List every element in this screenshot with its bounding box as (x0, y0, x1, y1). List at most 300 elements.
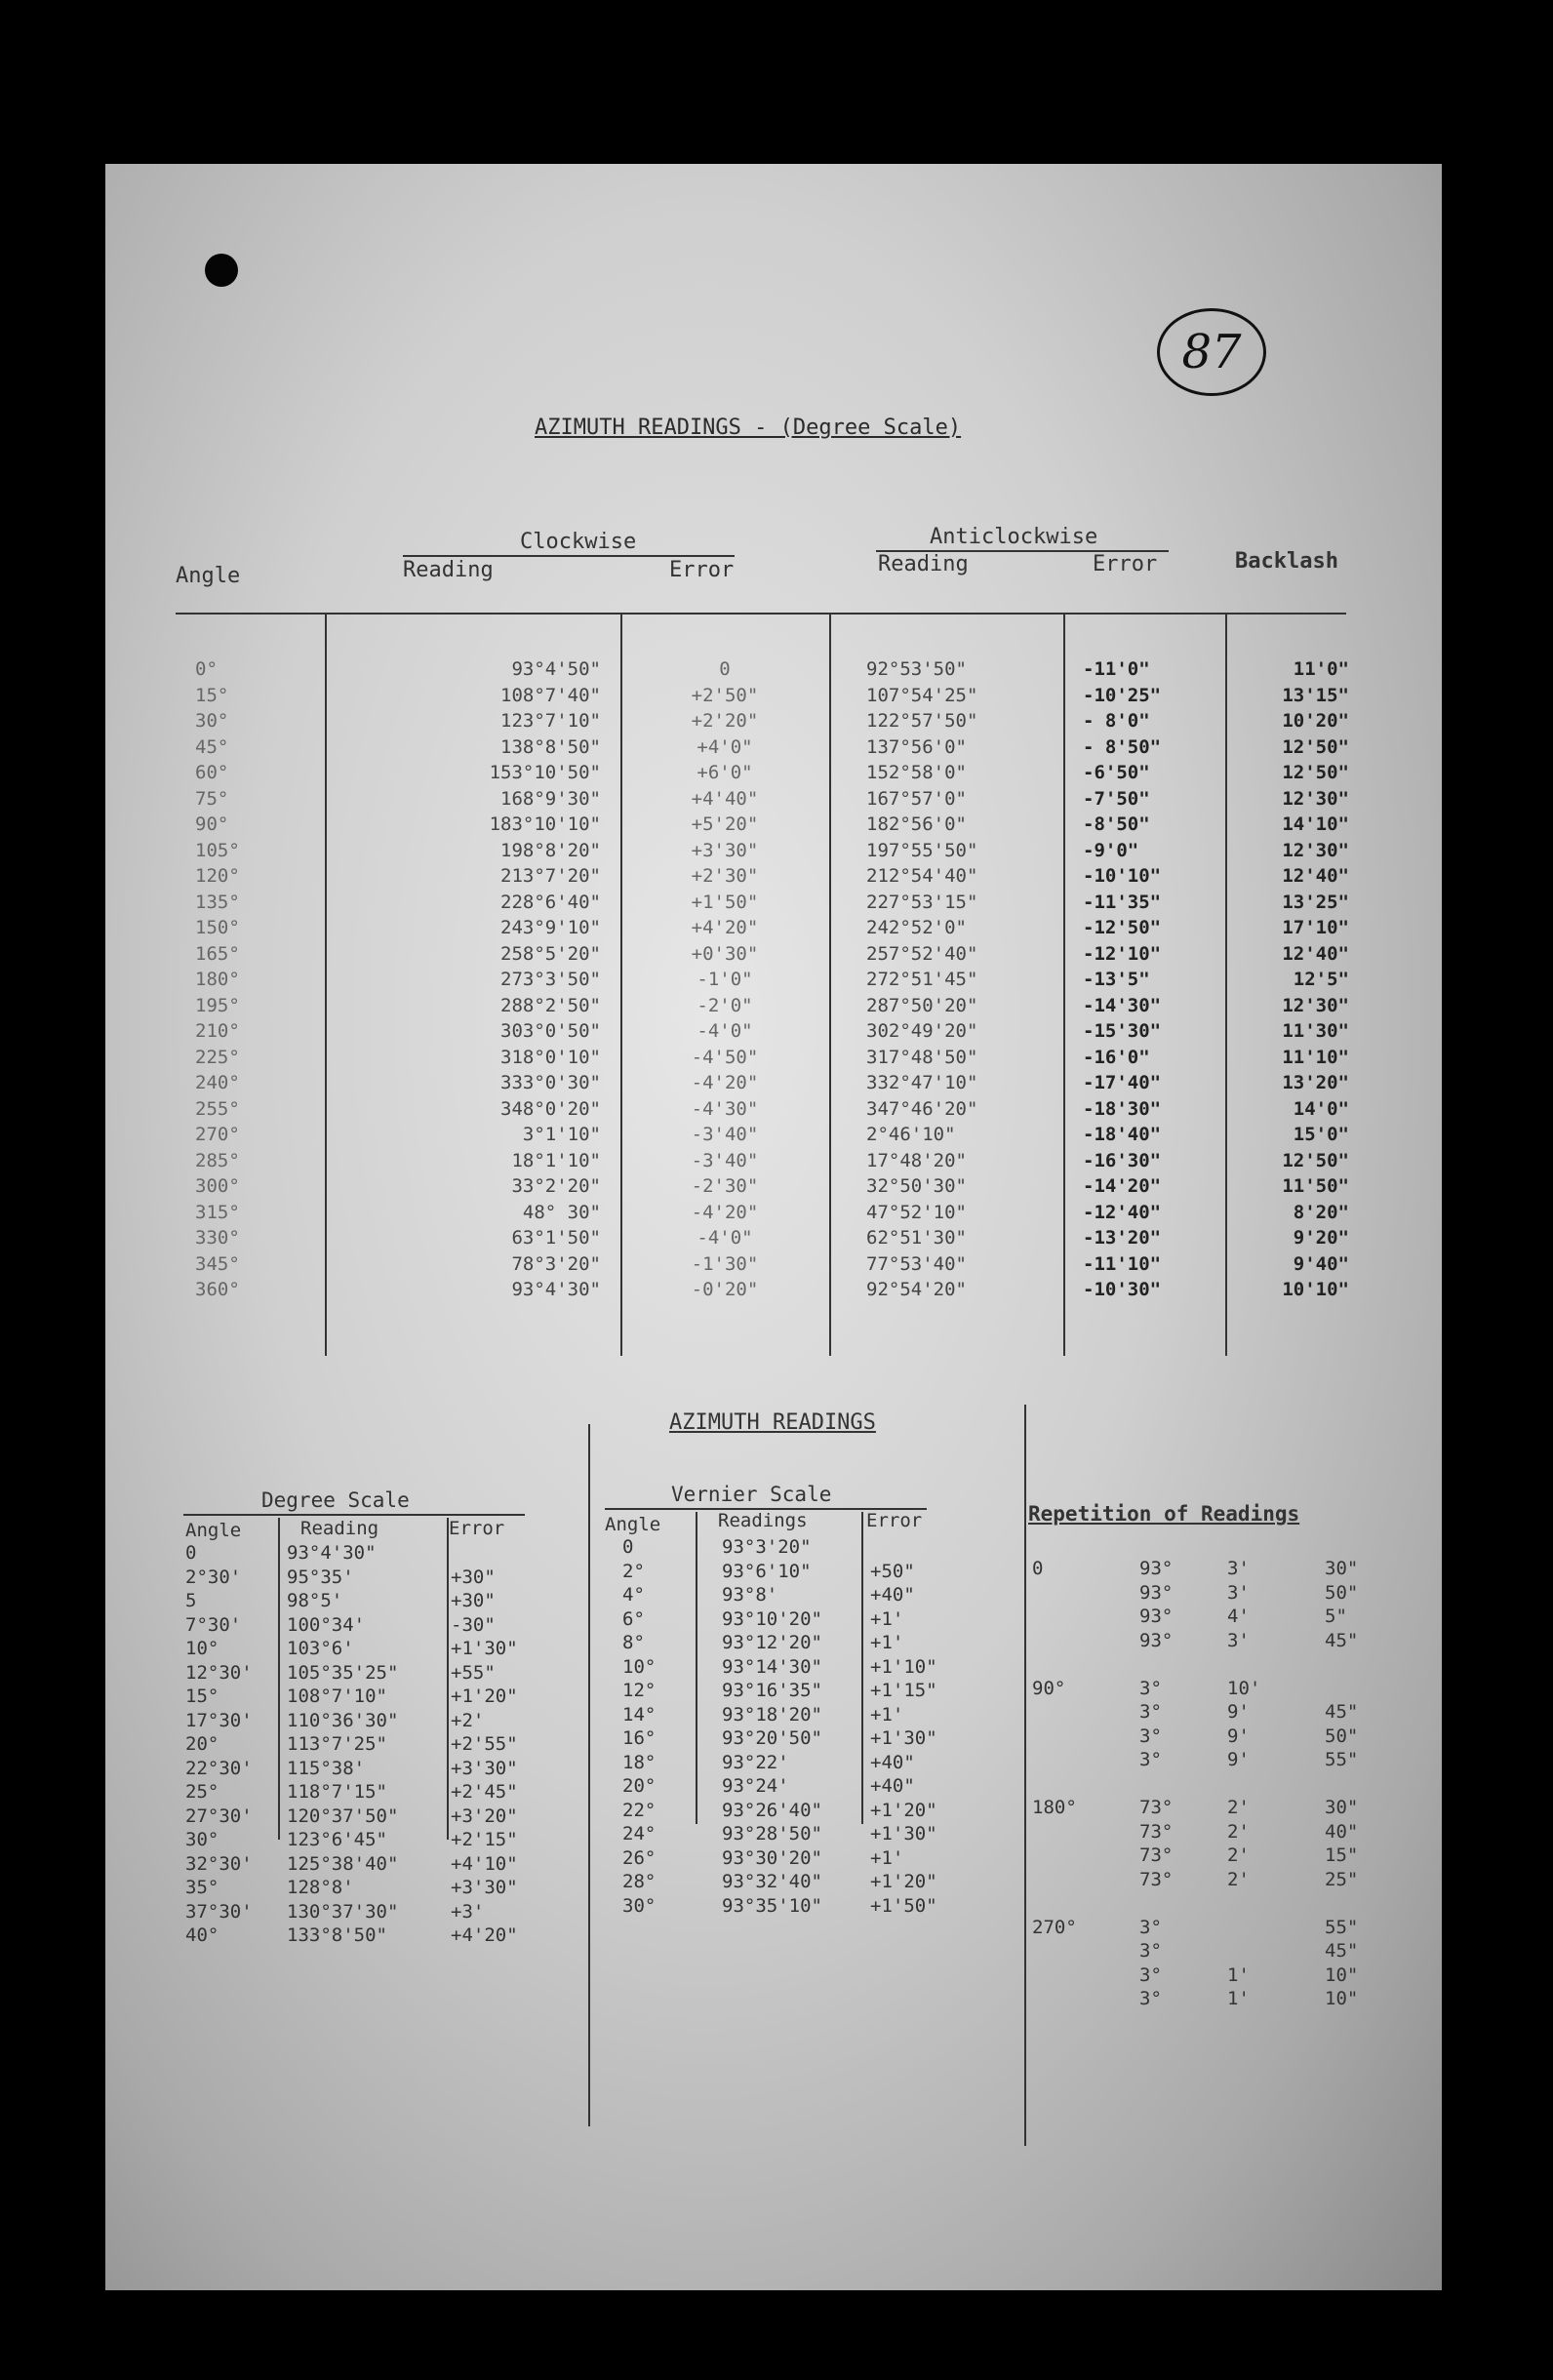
repetition-cell: 3° (1139, 1749, 1162, 1770)
repetition-spacer (1032, 1652, 1393, 1677)
ds-error-cell: +3' (451, 1900, 485, 1923)
angle-cell: 45° (195, 735, 229, 758)
angle-cell: 225° (195, 1046, 240, 1068)
repetition-cell: 73° (1139, 1820, 1174, 1843)
acw-reading-cell: 32°50'30" (866, 1175, 967, 1197)
col-divider-1 (325, 615, 327, 1356)
cw-error-cell: +1'50" (691, 891, 759, 913)
acw-reading-cell: 257°52'40" (866, 942, 978, 965)
angle-cell: 30° (195, 710, 229, 732)
angle-cell: 180° (195, 969, 240, 990)
ds-angle-cell: 25° (185, 1781, 219, 1803)
acw-reading-cell: 92°54'20" (866, 1279, 967, 1300)
repetition-angle: 0 (1032, 1558, 1044, 1579)
repetition-row (1032, 1677, 1393, 1701)
cw-error-cell: -0'20" (691, 1279, 759, 1300)
angle-cell: 75° (195, 787, 229, 810)
backlash-cell: 12'30" (1282, 787, 1349, 810)
repetition-row (1032, 1964, 1393, 1988)
degree-scale-title: Degree Scale (261, 1488, 410, 1512)
acw-error-cell: -6'50" (1083, 762, 1150, 783)
vs-error-cell: +40" (870, 1751, 915, 1773)
ds-reading-cell: 98°5' (287, 1590, 343, 1611)
ds-error-cell: +2'15" (451, 1829, 518, 1850)
repetition-cell: 50" (1325, 1725, 1359, 1747)
acw-error-cell: -10'30" (1083, 1279, 1162, 1300)
angle-cell: 195° (195, 994, 240, 1016)
vs-error-cell: +1' (870, 1632, 904, 1653)
repetition-cell: 93° (1139, 1629, 1174, 1651)
repetition-row (1032, 1700, 1393, 1725)
vs-error-cell: +1'15" (870, 1680, 937, 1701)
cw-error-col-header: Error (669, 558, 735, 582)
vs-error-cell: +1' (870, 1703, 904, 1726)
ds-reading-cell: 130°37'30" (287, 1900, 399, 1923)
acw-error-cell: -10'25" (1083, 684, 1162, 706)
backlash-cell: 11'10" (1282, 1046, 1349, 1068)
vs-reading-cell: 93°30'20" (722, 1846, 822, 1869)
acw-reading-cell: 302°49'20" (866, 1020, 978, 1042)
repetition-row (1032, 1939, 1393, 1964)
angle-cell: 15° (195, 684, 229, 706)
bottom-title: AZIMUTH READINGS (669, 1410, 876, 1435)
ds-error-cell (451, 1541, 538, 1566)
ds-error-cell: +30" (451, 1590, 496, 1611)
vs-angle-cell: 8° (622, 1632, 645, 1653)
repetition-spacer (1032, 1891, 1393, 1916)
cw-error-cell: -4'30" (691, 1097, 759, 1120)
repetition-cell: 3° (1139, 1916, 1162, 1938)
ds-angle-cell: 37°30' (185, 1900, 253, 1923)
vs-reading-cell: 93°3'20" (722, 1536, 812, 1558)
vs-reading-cell: 93°12'20" (722, 1632, 822, 1653)
acw-reading-cell: 332°47'10" (866, 1072, 978, 1093)
cw-reading-cell: 258°5'20" (500, 942, 601, 965)
acw-error-cell: -14'30" (1083, 994, 1162, 1016)
repetition-row (1032, 1868, 1393, 1892)
repetition-cell: 3' (1227, 1558, 1250, 1579)
cw-reading-cell: 303°0'50" (500, 1020, 601, 1042)
vs-error-cell: +1'20" (870, 1799, 937, 1821)
acw-reading-cell: 182°56'0" (866, 813, 967, 835)
ds-error-cell: +3'30" (451, 1877, 518, 1898)
ds-angle-cell: 20° (185, 1733, 219, 1755)
cw-error-cell: -4'0" (697, 1020, 753, 1042)
repetition-cell: 93° (1139, 1581, 1174, 1604)
repetition-cell: 55" (1325, 1916, 1359, 1938)
vs-angle-cell: 0 (622, 1536, 634, 1558)
backlash-cell: 15'0" (1293, 1124, 1349, 1145)
backlash-cell: 9'40" (1293, 1252, 1349, 1275)
backlash-cell: 11'50" (1282, 1175, 1349, 1197)
cw-reading-cell: 18°1'10" (511, 1149, 601, 1171)
angle-col-header: Angle (176, 564, 241, 588)
cw-reading-cell: 198°8'20" (500, 839, 601, 861)
ds-reading-cell: 113°7'25" (287, 1733, 387, 1755)
acw-error-cell: -16'0" (1083, 1046, 1150, 1068)
cw-error-cell: -3'40" (691, 1149, 759, 1171)
acw-error-cell: -17'40" (1083, 1072, 1162, 1093)
acw-reading-cell: 197°55'50" (866, 839, 978, 861)
acw-error-cell: -13'20" (1083, 1227, 1162, 1249)
cw-error-cell: +4'0" (697, 735, 753, 758)
repetition-cell: 10" (1325, 1988, 1359, 2009)
cw-reading-cell: 48° 30" (522, 1201, 601, 1223)
vs-error-cell: +1'30" (870, 1823, 937, 1844)
acw-error-cell: -16'30" (1083, 1149, 1162, 1171)
acw-error-cell: -13'5" (1083, 969, 1150, 990)
repetition-cell: 40" (1325, 1820, 1359, 1843)
cw-error-cell: +3'30" (691, 839, 759, 861)
angle-cell: 345° (195, 1252, 240, 1275)
ds-error-cell: +3'20" (451, 1805, 518, 1827)
punch-hole (205, 254, 238, 287)
vs-angle-header: Angle (605, 1514, 661, 1535)
repetition-cell: 45" (1325, 1629, 1359, 1651)
repetition-cell: 25" (1325, 1868, 1359, 1890)
cw-error-cell: -4'0" (697, 1227, 753, 1249)
backlash-cell: 11'0" (1293, 658, 1349, 680)
backlash-cell: 12'50" (1282, 735, 1349, 758)
cw-error-cell: +2'30" (691, 865, 759, 887)
repetition-row (1032, 1796, 1393, 1820)
repetition-cell: 50" (1325, 1581, 1359, 1604)
ds-angle-cell: 32°30' (185, 1852, 253, 1875)
ds-reading-cell: 93°4'30" (287, 1542, 377, 1564)
ds-reading-cell: 115°38' (287, 1757, 366, 1779)
cw-error-cell: +4'40" (691, 787, 759, 810)
acw-reading-cell: 47°52'10" (866, 1201, 967, 1223)
vs-error-cell (870, 1535, 968, 1560)
cw-reading-cell: 3°1'10" (522, 1124, 601, 1145)
repetition-cell: 73° (1139, 1844, 1174, 1866)
vs-readings-col (722, 1535, 858, 1918)
ds-angle-cell: 17°30' (185, 1709, 253, 1731)
vs-reading-cell: 93°16'35" (722, 1680, 822, 1701)
ds-reading-cell: 118°7'15" (287, 1781, 387, 1803)
vs-error-cell: +1'50" (870, 1894, 937, 1917)
acw-error-cell: -9'0" (1083, 839, 1139, 861)
cw-reading-cell: 138°8'50" (500, 735, 601, 758)
vs-angle-cell: 26° (622, 1846, 657, 1869)
angle-cell: 270° (195, 1124, 240, 1145)
cw-reading-cell: 93°4'50" (511, 658, 601, 680)
backlash-cell: 13'25" (1282, 891, 1349, 913)
acw-error-cell: -11'35" (1083, 891, 1162, 913)
degree-scale-rule (183, 1514, 525, 1516)
cw-error-cell: -4'20" (691, 1072, 759, 1093)
cw-reading-cell: 123°7'10" (500, 710, 601, 732)
cw-reading-cell: 168°9'30" (500, 787, 601, 810)
cw-reading-cell: 78°3'20" (511, 1252, 601, 1275)
vs-angle-cell: 6° (622, 1607, 645, 1630)
vs-divider-1 (696, 1512, 697, 1824)
repetition-row (1032, 1844, 1393, 1868)
vs-error-cell: +1'30" (870, 1727, 937, 1749)
repetition-angle: 90° (1032, 1677, 1066, 1699)
vs-angle-cell: 14° (622, 1703, 657, 1726)
ds-angle-cell: 35° (185, 1877, 219, 1898)
ds-divider-2 (447, 1518, 449, 1840)
backlash-cell: 14'0" (1293, 1097, 1349, 1120)
ds-angle-cell: 27°30' (185, 1805, 253, 1827)
repetition-row (1032, 1581, 1393, 1606)
ds-reading-cell: 123°6'45" (287, 1829, 387, 1850)
ds-reading-header: Reading (300, 1518, 379, 1539)
repetition-spacer (1032, 1772, 1393, 1797)
ds-error-cell: +4'10" (451, 1852, 518, 1875)
ds-error-cell: +30" (451, 1566, 496, 1588)
vs-error-cell: +40" (870, 1775, 915, 1797)
vs-angle-cell: 28° (622, 1871, 657, 1892)
ds-reading-cell: 108°7'10" (287, 1686, 387, 1707)
backlash-cell: 17'10" (1282, 917, 1349, 938)
backlash-cell: 13'15" (1282, 684, 1349, 706)
ds-reading-cell: 128°8' (287, 1877, 354, 1898)
repetition-cell: 2' (1227, 1820, 1250, 1843)
repetition-row (1032, 1725, 1393, 1749)
top-acw-readings-col (866, 656, 1052, 1303)
ds-angle-cell: 15° (185, 1686, 219, 1707)
ds-angles-col (185, 1541, 278, 1948)
repetition-cell: 9' (1227, 1749, 1250, 1770)
ds-reading-cell: 110°36'30" (287, 1709, 399, 1731)
ds-reading-cell: 120°37'50" (287, 1805, 399, 1827)
vs-reading-cell: 93°32'40" (722, 1871, 822, 1892)
top-cw-readings-col (386, 656, 601, 1303)
vs-reading-cell: 93°8' (722, 1584, 778, 1606)
cw-reading-col-header: Reading (403, 558, 494, 582)
cw-error-cell: -4'20" (691, 1201, 759, 1223)
cw-error-cell: -2'30" (691, 1175, 759, 1197)
cw-error-cell: -1'30" (691, 1252, 759, 1275)
ds-error-cell: -30" (451, 1613, 496, 1636)
acw-reading-cell: 227°53'15" (866, 891, 978, 913)
repetition-cell: 4' (1227, 1606, 1250, 1627)
acw-error-cell: -10'10" (1083, 865, 1162, 887)
angle-cell: 360° (195, 1279, 240, 1300)
backlash-cell: 13'20" (1282, 1072, 1349, 1093)
ds-reading-cell: 125°38'40" (287, 1852, 399, 1875)
vs-error-cell: +1' (870, 1607, 904, 1630)
vs-reading-cell: 93°24' (722, 1775, 789, 1797)
vernier-scale-title: Vernier Scale (671, 1483, 832, 1506)
vs-angle-cell: 16° (622, 1727, 657, 1749)
vs-angle-cell: 18° (622, 1751, 657, 1773)
repetition-cell: 3° (1139, 1964, 1162, 1986)
vs-angle-cell: 22° (622, 1799, 657, 1821)
vs-errors-col (870, 1535, 968, 1918)
backlash-cell: 12'30" (1282, 839, 1349, 861)
acw-error-cell: -8'50" (1083, 813, 1150, 835)
ds-reading-cell: 95°35' (287, 1566, 354, 1588)
repetition-row (1032, 1916, 1393, 1940)
repetition-cell: 93° (1139, 1558, 1174, 1579)
vs-reading-cell: 93°18'20" (722, 1703, 822, 1726)
vs-angle-cell: 24° (622, 1823, 657, 1844)
vs-reading-cell: 93°35'10" (722, 1894, 822, 1917)
vs-angle-cell: 2° (622, 1560, 645, 1582)
repetition-table (1032, 1557, 1393, 2011)
ds-angle-cell: 40° (185, 1924, 219, 1946)
ds-error-cell: +1'20" (451, 1686, 518, 1707)
cw-reading-cell: 348°0'20" (500, 1097, 601, 1120)
col-divider-3 (829, 615, 831, 1356)
ds-angle-cell: 5 (185, 1590, 197, 1611)
acw-reading-cell: 167°57'0" (866, 787, 967, 810)
page-number-stamp (1157, 308, 1266, 396)
ds-readings-col (287, 1541, 443, 1948)
repetition-cell: 2' (1227, 1844, 1250, 1866)
acw-reading-cell: 62°51'30" (866, 1227, 967, 1249)
repetition-cell: 2' (1227, 1868, 1250, 1890)
repetition-cell: 3' (1227, 1629, 1250, 1651)
vs-angle-cell: 30° (622, 1894, 657, 1917)
repetition-cell: 10' (1227, 1677, 1261, 1699)
repetition-cell: 93° (1139, 1606, 1174, 1627)
ds-angle-cell: 22°30' (185, 1757, 253, 1779)
backlash-cell: 14'10" (1282, 813, 1349, 835)
vs-angle-cell: 12° (622, 1680, 657, 1701)
col-divider-5 (1225, 615, 1227, 1356)
acw-reading-cell: 317°48'50" (866, 1046, 978, 1068)
top-table-title: AZIMUTH READINGS - (Degree Scale) (535, 416, 962, 440)
acw-reading-cell: 347°46'20" (866, 1097, 978, 1120)
ds-angle-cell: 30° (185, 1829, 219, 1850)
acw-reading-cell: 287°50'20" (866, 994, 978, 1016)
ds-error-cell: +55" (451, 1661, 496, 1684)
repetition-cell: 3° (1139, 1701, 1162, 1723)
backlash-cell: 12'40" (1282, 865, 1349, 887)
backlash-cell: 10'20" (1282, 710, 1349, 732)
acw-reading-cell: 92°53'50" (866, 658, 967, 680)
vs-error-cell: +1'20" (870, 1871, 937, 1892)
cw-error-cell: +0'30" (691, 942, 759, 965)
repetition-cell: 73° (1139, 1797, 1174, 1818)
vs-error-header: Error (866, 1510, 923, 1531)
repetition-cell: 45" (1325, 1940, 1359, 1962)
acw-error-cell: -12'10" (1083, 942, 1162, 965)
repetition-cell: 30" (1325, 1558, 1359, 1579)
cw-reading-cell: 243°9'10" (500, 917, 601, 938)
repetition-cell: 3° (1139, 1725, 1162, 1747)
header-rule (176, 613, 1346, 615)
acw-error-cell: -14'20" (1083, 1175, 1162, 1197)
acw-reading-cell: 107°54'25" (866, 684, 978, 706)
vs-reading-cell: 93°10'20" (722, 1607, 822, 1630)
cw-error-cell: +2'20" (691, 710, 759, 732)
acw-error-cell: -15'30" (1083, 1020, 1162, 1042)
ds-error-cell: +3'30" (451, 1757, 518, 1779)
angle-cell: 135° (195, 891, 240, 913)
acw-error-cell: -18'30" (1083, 1097, 1162, 1120)
vs-readings-header: Readings (718, 1510, 808, 1531)
backlash-cell: 9'20" (1293, 1227, 1349, 1249)
ds-reading-cell: 105°35'25" (287, 1661, 399, 1684)
repetition-row (1032, 1605, 1393, 1629)
repetition-cell: 2' (1227, 1797, 1250, 1818)
vs-angle-cell: 10° (622, 1655, 657, 1678)
cw-error-cell: +4'20" (691, 917, 759, 938)
ds-error-cell: +2'55" (451, 1733, 518, 1755)
acw-error-cell: - 8'0" (1083, 710, 1150, 732)
vs-error-cell: +1' (870, 1846, 904, 1869)
backlash-cell: 12'50" (1282, 762, 1349, 783)
anticlockwise-header: Anticlockwise (930, 525, 1098, 549)
backlash-cell: 8'20" (1293, 1201, 1349, 1223)
acw-error-cell: -11'0" (1083, 658, 1150, 680)
cw-error-cell: +5'20" (691, 813, 759, 835)
cw-reading-cell: 273°3'50" (500, 969, 601, 990)
acw-reading-cell: 122°57'50" (866, 710, 978, 732)
acw-error-cell: -11'10" (1083, 1252, 1162, 1275)
repetition-cell: 3° (1139, 1940, 1162, 1962)
ds-error-cell: +4'20" (451, 1924, 518, 1946)
ds-angle-cell: 2°30' (185, 1566, 242, 1588)
cw-reading-cell: 183°10'10" (489, 813, 601, 835)
acw-error-cell: -18'40" (1083, 1124, 1162, 1145)
repetition-cell: 1' (1227, 1988, 1250, 2009)
backlash-cell: 11'30" (1282, 1020, 1349, 1042)
vs-reading-cell: 93°14'30" (722, 1655, 822, 1678)
angle-cell: 330° (195, 1227, 240, 1249)
vs-angle-cell: 4° (622, 1584, 645, 1606)
ds-reading-cell: 100°34' (287, 1613, 366, 1636)
vs-reading-cell: 93°6'10" (722, 1560, 812, 1582)
repetition-cell: 73° (1139, 1868, 1174, 1890)
angle-cell: 90° (195, 813, 229, 835)
clockwise-rule (403, 555, 735, 557)
ds-reading-cell: 133°8'50" (287, 1924, 387, 1946)
ds-error-cell: +2'45" (451, 1781, 518, 1803)
vs-reading-cell: 93°26'40" (722, 1799, 822, 1821)
cw-error-cell: +2'50" (691, 684, 759, 706)
cw-error-cell: -1'0" (697, 969, 753, 990)
cw-error-cell: -2'0" (697, 994, 753, 1016)
backlash-cell: 12'30" (1282, 994, 1349, 1016)
acw-error-col-header: Error (1093, 552, 1158, 576)
repetition-cell: 9' (1227, 1725, 1250, 1747)
top-backlash-col (1242, 656, 1349, 1303)
cw-error-cell: -3'40" (691, 1124, 759, 1145)
repetition-cell: 1' (1227, 1964, 1250, 1986)
repetition-angle: 270° (1032, 1916, 1077, 1938)
repetition-cell: 9' (1227, 1701, 1250, 1723)
angle-cell: 0° (195, 658, 218, 680)
acw-error-cell: - 8'50" (1083, 735, 1162, 758)
repetition-cell: 5" (1325, 1606, 1347, 1627)
angle-cell: 150° (195, 917, 240, 938)
vs-divider-2 (861, 1512, 863, 1824)
acw-error-cell: -12'40" (1083, 1201, 1162, 1223)
acw-reading-cell: 152°58'0" (866, 762, 967, 783)
acw-reading-cell: 77°53'40" (866, 1252, 967, 1275)
cw-error-cell: 0 (719, 658, 731, 680)
top-angles-col (195, 656, 302, 1303)
ds-angle-cell: 12°30' (185, 1661, 253, 1684)
col-divider-2 (620, 615, 622, 1356)
angle-cell: 315° (195, 1201, 240, 1223)
repetition-cell: 55" (1325, 1749, 1359, 1770)
angle-cell: 210° (195, 1020, 240, 1042)
repetition-row (1032, 1748, 1393, 1772)
document-page (105, 164, 1442, 2290)
vs-reading-cell: 93°28'50" (722, 1823, 822, 1844)
col-divider-4 (1063, 615, 1065, 1356)
ds-angle-header: Angle (185, 1520, 242, 1541)
cw-reading-cell: 333°0'30" (500, 1072, 601, 1093)
acw-error-cell: -12'50" (1083, 917, 1162, 938)
